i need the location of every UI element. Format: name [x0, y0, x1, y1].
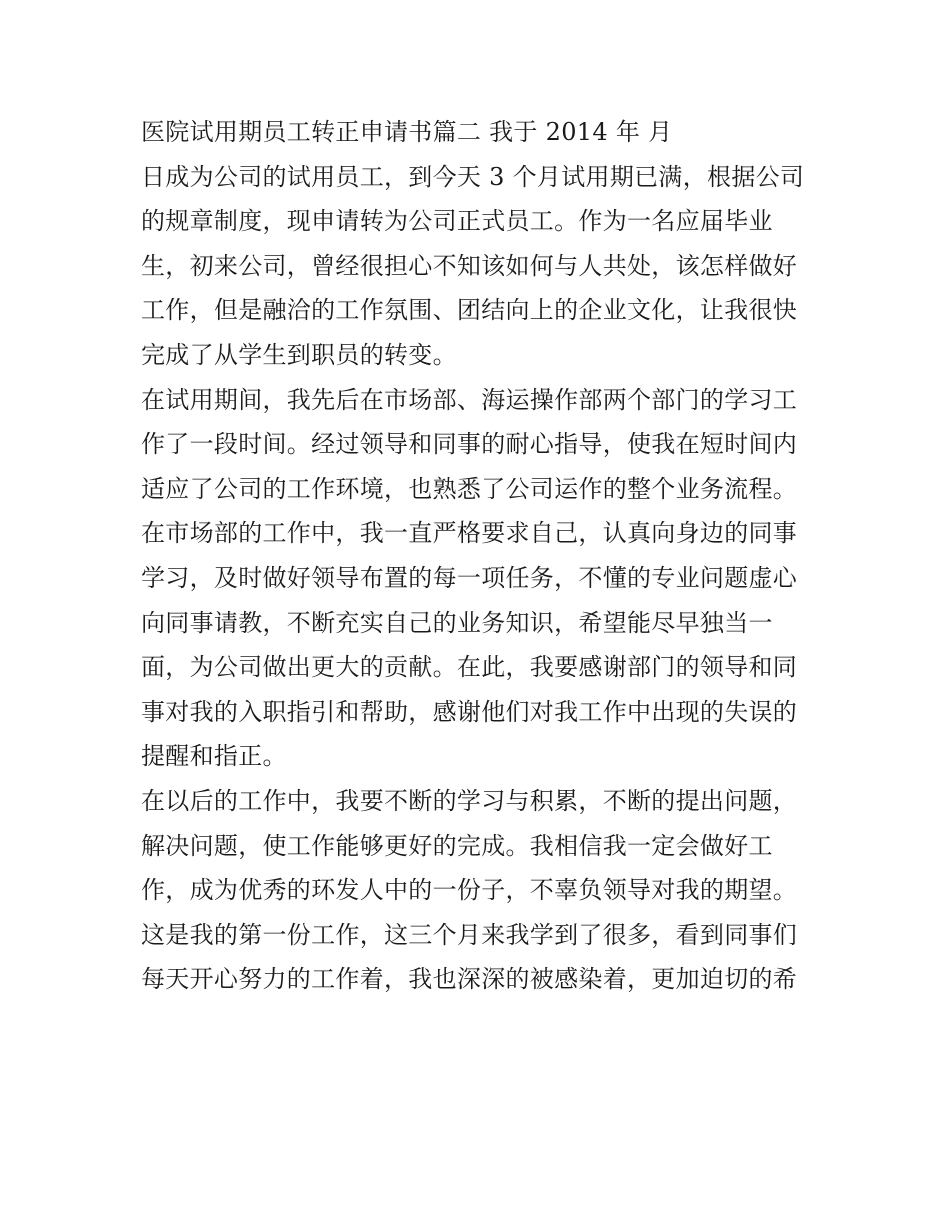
text-line: 的规章制度，现申请转为公司正式员工。作为一名应届毕业	[141, 207, 773, 236]
text-line: 解决问题，使工作能够更好的完成。我相信我一定会做好工	[141, 831, 773, 860]
text-line: 适应了公司的工作环境，也熟悉了公司运作的整个业务流程。	[141, 474, 798, 503]
text-line: 工作，但是融洽的工作氛围、团结向上的企业文化，让我很快	[141, 296, 798, 325]
text-line: 学习，及时做好领导布置的每一项任务，不懂的专业问题虚心	[141, 563, 798, 592]
text-line: 在试用期间，我先后在市场部、海运操作部两个部门的学习工	[141, 385, 798, 414]
text-line: 提醒和指正。	[141, 742, 287, 771]
text-line: 这是我的第一份工作，这三个月来我学到了很多，看到同事们	[141, 920, 798, 949]
text-line: 在以后的工作中，我要不断的学习与积累，不断的提出问题，	[141, 786, 798, 815]
text-line: 面，为公司做出更大的贡献。在此，我要感谢部门的领导和同	[141, 653, 798, 682]
document-title-line: 医院试用期员工转正申请书篇二 我于 2014 年 月	[141, 118, 673, 146]
text-line: 在市场部的工作中，我一直严格要求自己，认真向身边的同事	[141, 519, 798, 548]
text-line: 作了一段时间。经过领导和同事的耐心指导，使我在短时间内	[141, 430, 798, 459]
text-line: 完成了从学生到职员的转变。	[141, 340, 457, 369]
text-line: 日成为公司的试用员工，到今天 3 个月试用期已满，根据公司	[141, 162, 805, 191]
text-line: 作，成为优秀的环发人中的一份子，不辜负领导对我的期望。	[141, 876, 798, 905]
document-body	[141, 110, 821, 1002]
text-line: 每天开心努力的工作着，我也深深的被感染着，更加迫切的希	[141, 965, 798, 994]
text-line: 生，初来公司，曾经很担心不知该如何与人共处，该怎样做好	[141, 251, 798, 280]
text-line: 事对我的入职指引和帮助，感谢他们对我工作中出现的失误的	[141, 697, 798, 726]
text-line: 向同事请教，不断充实自己的业务知识，希望能尽早独当一	[141, 608, 773, 637]
